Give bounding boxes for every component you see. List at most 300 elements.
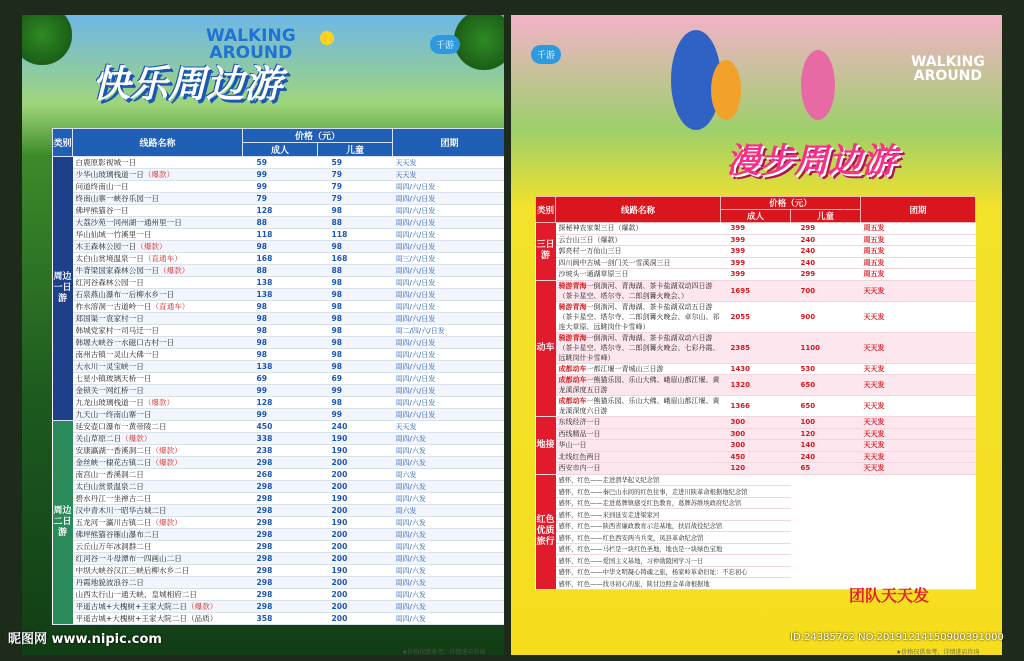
adult-price: 138 xyxy=(243,277,318,289)
route-text: 九龙山玻璃栈道一日 xyxy=(75,398,144,407)
route-name: 感怀，红色——中华文明凝心铸魂之旅，杨家岭革命旧址：不忘初心 xyxy=(556,566,791,578)
hot-tag: （爆款） xyxy=(143,170,175,179)
header-route: 线路名称 xyxy=(556,197,721,223)
route-text: 南州古镇一灵山大佛一日 xyxy=(75,350,160,359)
route-name xyxy=(73,337,243,349)
route-name xyxy=(73,157,243,169)
child-price: 299 xyxy=(791,269,861,281)
adult-price: 2385 xyxy=(721,332,791,363)
child-price: 98 xyxy=(318,277,393,289)
hot-tag: （直通车） xyxy=(151,302,190,311)
table-row xyxy=(536,332,976,363)
table-row xyxy=(536,396,976,417)
table-row xyxy=(53,289,505,301)
departure-dates: 天天发 xyxy=(861,451,976,463)
table-row xyxy=(536,223,976,235)
route-name xyxy=(73,325,243,337)
departure-dates: 天天发 xyxy=(861,428,976,440)
child-price: 650 xyxy=(791,396,861,417)
child-price: 98 xyxy=(318,301,393,313)
table-row xyxy=(53,301,505,313)
route-name: 感怀，红色——秦巴山水间的红色往事，走进川陕革命根据地纪念馆 xyxy=(556,486,791,498)
child-price: 69 xyxy=(318,373,393,385)
route-name: 感怀，红色——红色西安两当兵变，凤县革命纪念馆 xyxy=(556,532,791,544)
route-text: 太白山赏景温泉二日 xyxy=(75,482,144,491)
route-name xyxy=(73,265,243,277)
table-row xyxy=(53,541,505,553)
table-row xyxy=(53,433,505,445)
route-name xyxy=(73,613,243,625)
route-name xyxy=(73,301,243,313)
hot-tag: （爆款） xyxy=(151,458,182,467)
child-price: 65 xyxy=(791,463,861,475)
departure-dates: 天天发 xyxy=(393,157,505,169)
route-text: 南宫山一香溪洞二日 xyxy=(75,470,144,479)
adult-price: 138 xyxy=(243,289,318,301)
hot-tag: （爆款） xyxy=(151,518,182,527)
route-name xyxy=(73,361,243,373)
route-name xyxy=(73,193,243,205)
category-label: 周边二日游 xyxy=(53,421,73,625)
brand-logo: 千游 xyxy=(430,35,460,54)
adult-price: 2055 xyxy=(721,301,791,332)
adult-price: 1366 xyxy=(721,396,791,417)
departure-dates: 周四/六发 xyxy=(393,445,505,457)
child-price: 98 xyxy=(318,205,393,217)
route-name: 感怀，红色——找寻初心的旅，陕甘边照金革命根据地 xyxy=(556,578,791,590)
table-row xyxy=(536,234,976,246)
route-name xyxy=(73,433,243,445)
watermark-id: ID:24385762 NO:20191214150900391000 xyxy=(790,632,1004,643)
adult-price: 99 xyxy=(243,409,318,421)
child-price: 240 xyxy=(791,257,861,269)
adult-price: 99 xyxy=(243,169,318,181)
child-price: 240 xyxy=(791,451,861,463)
departure-dates: 周四/六/日发 xyxy=(393,361,505,373)
adult-price: 399 xyxy=(721,234,791,246)
adult-price: 238 xyxy=(243,445,318,457)
adult-price: 128 xyxy=(243,397,318,409)
table-row xyxy=(536,375,976,396)
route-name: 西安市内一日 xyxy=(556,463,721,475)
table-row xyxy=(53,253,505,265)
departure-dates: 周五发 xyxy=(861,246,976,258)
adult-price: 300 xyxy=(721,417,791,429)
child-price: 98 xyxy=(318,289,393,301)
departure-dates: 周四/六/日发 xyxy=(393,289,505,301)
route-brand: 骑游青海 xyxy=(558,302,587,311)
route-text: 太白山赏境温泉一日 xyxy=(75,254,144,263)
table-row xyxy=(53,601,505,613)
table-row xyxy=(53,589,505,601)
header-child: 儿童 xyxy=(318,143,393,157)
route-name xyxy=(556,363,721,375)
route-name xyxy=(73,529,243,541)
hot-tag: （爆款） xyxy=(143,398,175,407)
header-adult: 成人 xyxy=(721,210,791,223)
route-text: 韩城党家村一司马迁一日 xyxy=(75,326,160,335)
child-price: 190 xyxy=(318,517,393,529)
table-row xyxy=(53,325,505,337)
route-text: 大荔沙苑一同州湖一通州里一日 xyxy=(75,218,182,227)
route-name xyxy=(73,565,243,577)
adult-price: 298 xyxy=(243,505,318,517)
route-name xyxy=(73,229,243,241)
adult-price: 79 xyxy=(243,193,318,205)
table-row xyxy=(536,301,976,332)
route-name: 探秘神农家架三日（爆款） xyxy=(556,223,721,235)
child-price: 99 xyxy=(318,409,393,421)
child-price: 98 xyxy=(318,361,393,373)
adult-price: 298 xyxy=(243,457,318,469)
table-row xyxy=(536,246,976,258)
child-price: 190 xyxy=(318,433,393,445)
departure-dates: 周四/六/日发 xyxy=(393,301,505,313)
departure-dates: 周四/六发 xyxy=(393,601,505,613)
hot-tag: （爆款） xyxy=(121,434,152,443)
route-name xyxy=(73,445,243,457)
route-text: 牛背梁国家森林公园一日 xyxy=(75,266,160,275)
table-row xyxy=(536,463,976,475)
child-price: 120 xyxy=(791,428,861,440)
route-text: 一都江堰一青城山三日游 xyxy=(586,364,664,373)
table-row xyxy=(536,257,976,269)
departure-dates: 周四/六/日发 xyxy=(393,241,505,253)
adult-price: 298 xyxy=(243,589,318,601)
child-price: 650 xyxy=(791,375,861,396)
table-row xyxy=(53,565,505,577)
child-price: 700 xyxy=(791,280,861,301)
child-price: 240 xyxy=(791,246,861,258)
table-row xyxy=(536,428,976,440)
table-row xyxy=(53,337,505,349)
departure-dates: 周五发 xyxy=(861,223,976,235)
departure-dates: 周五发 xyxy=(861,257,976,269)
route-name: 东线经济一日 xyxy=(556,417,721,429)
child-price: 88 xyxy=(318,217,393,229)
leaf-decoration xyxy=(454,15,504,70)
departure-dates: 周四/六发 xyxy=(393,457,505,469)
route-name: 北线红色两日 xyxy=(556,451,721,463)
route-text: 一熊猫乐园、乐山大佛、峨眉山都江堰、黄龙溪深度五日游 xyxy=(558,376,720,394)
route-text: 云丘山万年冰洞群二日 xyxy=(75,542,152,551)
route-name: 感怀，红色——来到延安走进梁家河 xyxy=(556,509,791,521)
route-name xyxy=(73,181,243,193)
table-row xyxy=(53,613,505,625)
child-price: 190 xyxy=(318,565,393,577)
departure-dates: 周四/六发 xyxy=(393,481,505,493)
adult-price: 298 xyxy=(243,601,318,613)
departure-dates: 周四/六/日发 xyxy=(393,337,505,349)
departure-dates: 天天发 xyxy=(393,169,505,181)
route-text: 木王森林公园一日 xyxy=(75,242,137,251)
departure-dates: 周四/六/日发 xyxy=(393,181,505,193)
table-row xyxy=(53,349,505,361)
category-label: 周边一日游 xyxy=(53,157,73,421)
adult-price: 300 xyxy=(721,428,791,440)
route-name: 郭亮村一万仙山三日 xyxy=(556,246,721,258)
route-name: 华山一日 xyxy=(556,440,721,452)
route-text: 华山仙域一竹溪里一日 xyxy=(75,230,152,239)
adult-price: 99 xyxy=(243,385,318,397)
mother-figure xyxy=(801,50,835,120)
table-row xyxy=(536,280,976,301)
route-name xyxy=(73,505,243,517)
table-row xyxy=(53,409,505,421)
route-text: 金锁关一网红桥一日 xyxy=(75,386,144,395)
footnote: ★价格仅供参考，详情进店咨询 xyxy=(896,649,980,655)
left-flyer xyxy=(22,15,504,655)
table-row xyxy=(53,193,505,205)
departure-dates: 天天发 xyxy=(861,363,976,375)
table-row xyxy=(53,517,505,529)
route-text: 韩塬大峡谷一水磁口古村一日 xyxy=(75,338,175,347)
child-price: 98 xyxy=(318,397,393,409)
table-row xyxy=(53,361,505,373)
route-text: 平遥古城+大槐树+王家大院二日 xyxy=(75,602,187,611)
child-price: 98 xyxy=(318,241,393,253)
hot-tag: （爆款） xyxy=(151,446,182,455)
adult-price: 98 xyxy=(243,337,318,349)
child-price: 299 xyxy=(791,223,861,235)
table-row xyxy=(53,385,505,397)
child-price: 98 xyxy=(318,349,393,361)
route-name: 感怀，红色——陕西省廉政教育示范基地，扶眉战役纪念馆 xyxy=(556,520,791,532)
route-name xyxy=(73,517,243,529)
adult-price: 98 xyxy=(243,241,318,253)
table-row xyxy=(536,269,976,281)
route-text: 一倒淌河、青海湖、茶卡盐湖双动六日游（茶卡星空、塔尔寺、二郎剑篝火晚会、七彩丹霞、远眺岗什卡雪峰） xyxy=(558,333,720,362)
departure-dates: 周四/六/日发 xyxy=(393,229,505,241)
child-figure xyxy=(711,60,741,120)
child-price: 99 xyxy=(318,385,393,397)
header-child: 儿童 xyxy=(791,210,861,223)
table-row xyxy=(53,577,505,589)
route-name: 四川阆中古城一剑门关一雪溪洞三日 xyxy=(556,257,721,269)
adult-price: 69 xyxy=(243,373,318,385)
route-name xyxy=(73,589,243,601)
route-name xyxy=(73,469,243,481)
departure-dates: 周四/六发 xyxy=(393,493,505,505)
departure-dates: 周四/六发 xyxy=(393,517,505,529)
adult-price: 298 xyxy=(243,481,318,493)
departure-dates: 周二/四/六/日发 xyxy=(393,325,505,337)
table-row xyxy=(53,373,505,385)
child-price: 118 xyxy=(318,229,393,241)
adult-price: 59 xyxy=(243,157,318,169)
route-name xyxy=(73,349,243,361)
left-price-table xyxy=(52,128,504,625)
route-text: 大水川一灵宝峡一日 xyxy=(75,362,144,371)
header-category: 类别 xyxy=(53,129,73,157)
departure-dates: 周四/六/日发 xyxy=(393,313,505,325)
child-price: 900 xyxy=(791,301,861,332)
departure-dates: 周四/六/日发 xyxy=(393,265,505,277)
route-text: 红河谷一斗母潭布一四画山二日 xyxy=(75,554,182,563)
child-price: 79 xyxy=(318,169,393,181)
adult-price: 1430 xyxy=(721,363,791,375)
child-price: 1100 xyxy=(791,332,861,363)
table-row xyxy=(53,481,505,493)
route-name xyxy=(73,169,243,181)
route-name: 感怀，红色——马栏是一块红色圣地，地也是一块绿色宝地 xyxy=(556,543,791,555)
route-name xyxy=(73,421,243,433)
table-row xyxy=(536,363,976,375)
child-price: 200 xyxy=(318,457,393,469)
adult-price: 450 xyxy=(721,451,791,463)
adult-price: 99 xyxy=(243,181,318,193)
table-row xyxy=(536,417,976,429)
table-row xyxy=(53,313,505,325)
route-text: 延安壶口瀑布一黄帝陵二日 xyxy=(75,422,167,431)
table-row xyxy=(53,529,505,541)
child-price: 200 xyxy=(318,469,393,481)
adult-price: 298 xyxy=(243,493,318,505)
route-name xyxy=(73,253,243,265)
route-name xyxy=(73,205,243,217)
adult-price: 98 xyxy=(243,301,318,313)
adult-price: 300 xyxy=(721,440,791,452)
child-price: 240 xyxy=(791,234,861,246)
child-price: 200 xyxy=(318,613,393,625)
route-text: 金丝峡一棣花古镇二日 xyxy=(75,458,152,467)
adult-price: 120 xyxy=(721,463,791,475)
route-text: 汉中青木川一昭华古城二日 xyxy=(75,506,167,515)
adult-price: 358 xyxy=(243,613,318,625)
departure-dates: 天天发 xyxy=(861,417,976,429)
header-category: 类别 xyxy=(536,197,556,223)
route-name: 感怀，红色——爱国主义基地，习仲勋陵园学习一日 xyxy=(556,555,791,567)
adult-price: 298 xyxy=(243,541,318,553)
adult-price: 1695 xyxy=(721,280,791,301)
route-text: 石泉燕山瀑布一后柳水乡一日 xyxy=(75,290,175,299)
footnote: ★价格仅供参考，详情进店咨询 xyxy=(402,649,486,655)
child-price: 200 xyxy=(318,529,393,541)
adult-price: 268 xyxy=(243,469,318,481)
brand-logo: 千游 xyxy=(531,45,561,64)
route-text: 红河谷森林公园一日 xyxy=(75,278,144,287)
child-price: 200 xyxy=(318,505,393,517)
child-price: 200 xyxy=(318,481,393,493)
hot-tag: （爆款） xyxy=(159,266,190,275)
route-text: 终南山寨一峡谷乐园一日 xyxy=(75,194,160,203)
departure-dates: 天天发 xyxy=(861,375,976,396)
route-name xyxy=(556,396,721,417)
header-price: 价格（元） xyxy=(243,129,393,143)
route-text: 安康瀛湖一香溪洞二日 xyxy=(75,446,152,455)
route-name xyxy=(556,375,721,396)
adult-price: 98 xyxy=(243,349,318,361)
table-row xyxy=(53,205,505,217)
leaf-decoration xyxy=(22,15,72,65)
child-price: 530 xyxy=(791,363,861,375)
departure-dates: 周三/六/日发 xyxy=(393,253,505,265)
table-row xyxy=(53,553,505,565)
table-row xyxy=(536,440,976,452)
table-row xyxy=(53,241,505,253)
right-price-table xyxy=(535,196,976,590)
route-name xyxy=(73,457,243,469)
route-brand: 成都动车 xyxy=(558,376,587,384)
right-flyer xyxy=(511,15,1002,655)
departure-dates: 周四/六/日发 xyxy=(393,373,505,385)
child-price: 59 xyxy=(318,157,393,169)
category-label: 动车 xyxy=(536,280,556,417)
header-route: 线路名称 xyxy=(73,129,243,157)
route-brand: 成都动车 xyxy=(558,397,587,405)
adult-price: 298 xyxy=(243,529,318,541)
adult-price: 88 xyxy=(243,217,318,229)
route-text: 平遥古城+大槐树+王家大院二日（品质） xyxy=(75,614,218,623)
route-name xyxy=(73,493,243,505)
walk-text-2: AROUND xyxy=(913,68,983,84)
departure-dates: 周四/六/日发 xyxy=(393,193,505,205)
child-price: 98 xyxy=(318,313,393,325)
departure-dates: 天天发 xyxy=(393,421,505,433)
table-row xyxy=(53,505,505,517)
child-price: 140 xyxy=(791,440,861,452)
table-row xyxy=(53,445,505,457)
child-price: 200 xyxy=(318,589,393,601)
adult-price: 168 xyxy=(243,253,318,265)
route-text: 山西太行山一通天峡、皇城相府二日 xyxy=(75,590,197,599)
departure-dates: 周四/六发 xyxy=(393,613,505,625)
adult-price: 1320 xyxy=(721,375,791,396)
departure-dates: 天天发 xyxy=(861,463,976,475)
route-text: 九天山一终南山寨一日 xyxy=(75,410,152,419)
route-name xyxy=(73,409,243,421)
team-daily-banner: 团队天天发 xyxy=(849,586,930,605)
table-row xyxy=(53,217,505,229)
adult-price: 298 xyxy=(243,517,318,529)
table-row xyxy=(53,493,505,505)
flyer-title: 漫步周边游 xyxy=(726,141,896,181)
child-price: 190 xyxy=(318,445,393,457)
table-row xyxy=(53,421,505,433)
table-row xyxy=(53,457,505,469)
route-text: 佛坪熊猫谷一日 xyxy=(75,206,129,215)
departure-dates: 周四/六/日发 xyxy=(393,385,505,397)
adult-price: 138 xyxy=(243,361,318,373)
route-name xyxy=(556,280,721,301)
category-label: 地接 xyxy=(536,417,556,475)
route-name xyxy=(73,289,243,301)
table-row xyxy=(53,169,505,181)
adult-price: 128 xyxy=(243,205,318,217)
route-brand: 骑游青海 xyxy=(558,281,587,290)
walk-text-1: WALKING xyxy=(206,26,296,46)
table-row xyxy=(53,229,505,241)
category-label: 三日游 xyxy=(536,223,556,281)
header-dates: 团期 xyxy=(393,129,505,157)
route-name xyxy=(73,385,243,397)
route-name xyxy=(73,217,243,229)
route-text: 问道终南山一日 xyxy=(75,182,129,191)
route-name: 沙坡头一通湖草原三日 xyxy=(556,269,721,281)
route-name: 西线精品一日 xyxy=(556,428,721,440)
departure-dates: 周五发 xyxy=(861,234,976,246)
header-price: 价格（元） xyxy=(721,197,861,210)
route-name xyxy=(73,397,243,409)
route-text: 五龙河一瀛川古镇二日 xyxy=(75,518,152,527)
route-text: 一熊猫乐园、乐山大佛、峨眉山都江堰、黄龙溪深度六日游 xyxy=(558,397,720,415)
departure-dates: 周六发 xyxy=(393,505,505,517)
departure-dates: 周四/六/日发 xyxy=(393,349,505,361)
departure-dates: 周四/六/日发 xyxy=(393,409,505,421)
departure-dates: 天天发 xyxy=(861,301,976,332)
route-text: 碧水丹江一坐禅古二日 xyxy=(75,494,152,503)
route-text: 郑国渠一袁家村一日 xyxy=(75,314,144,323)
